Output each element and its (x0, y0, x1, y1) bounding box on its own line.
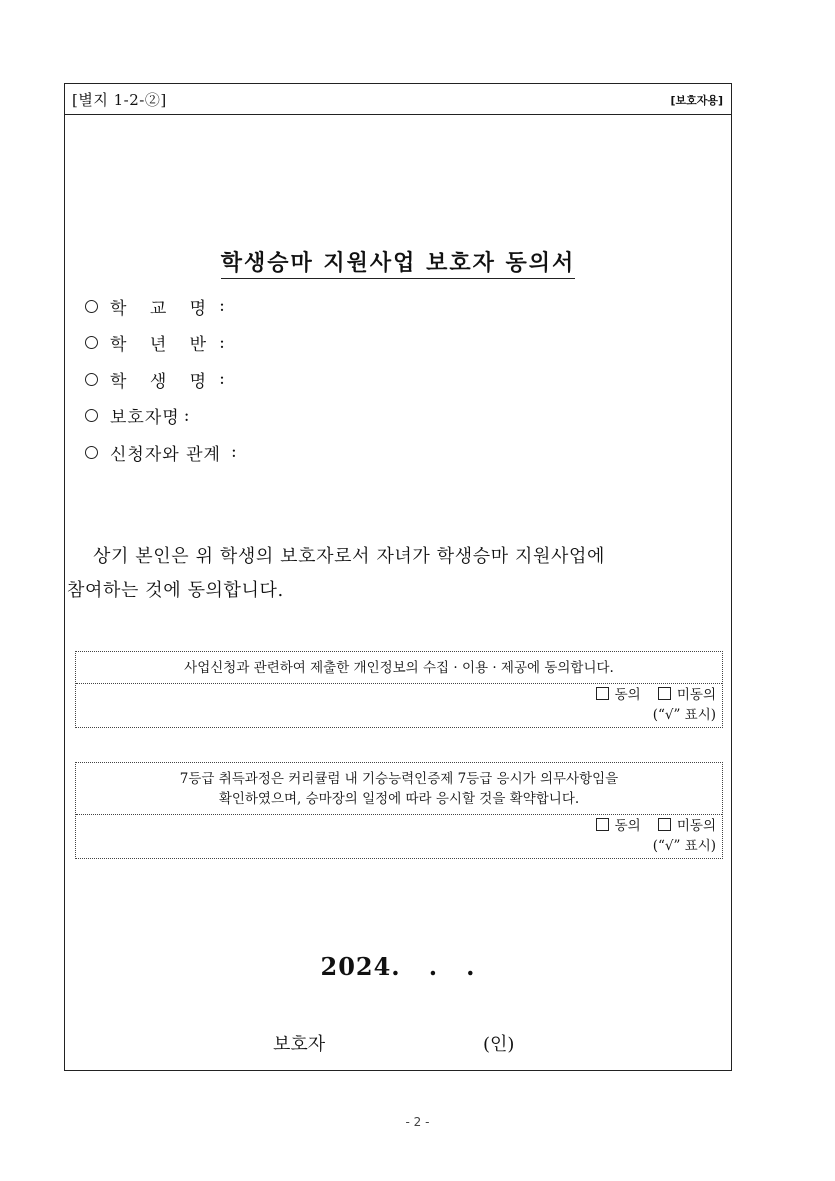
statement-line-1: 상기 본인은 위 학생의 보호자로서 자녀가 학생승마 지원사업에 (93, 546, 605, 567)
seal-placeholder[interactable]: (인) (483, 1034, 515, 1055)
guardian-signature-label: 보호자 (273, 1034, 326, 1055)
form-frame (64, 83, 732, 1071)
field-guardian-name[interactable] (85, 398, 237, 435)
circle-bullet-icon (85, 300, 98, 313)
circle-bullet-icon (85, 336, 98, 349)
annex-label: [별지 1-2-②] (72, 91, 167, 109)
agree-label: 동의 (614, 687, 641, 703)
exam-text-line-1: 7등급 취득과정은 커리큘럼 내 기승능력인증제 7등급 응시가 의무사항임을 (179, 771, 619, 787)
field-colon: : (219, 296, 225, 317)
agree-label: 동의 (614, 818, 641, 834)
signing-date: 2024. . . (320, 952, 476, 981)
privacy-consent-options (76, 684, 722, 727)
field-colon: : (219, 369, 225, 390)
field-colon: : (219, 332, 225, 353)
field-relationship[interactable] (85, 434, 237, 471)
exam-text-line-2: 확인하였으며, 승마장의 일정에 따라 응시할 것을 확약합니다. (218, 791, 580, 807)
exam-consent-text (76, 763, 722, 815)
info-fields (85, 288, 237, 471)
circle-bullet-icon (85, 409, 98, 422)
consent-statement (65, 540, 729, 608)
document-title (65, 246, 731, 277)
mark-hint: (“√” 표시) (652, 707, 716, 723)
form-header (65, 84, 731, 115)
agree-checkbox[interactable] (596, 687, 609, 700)
disagree-checkbox[interactable] (658, 687, 671, 700)
agree-checkbox[interactable] (596, 818, 609, 831)
circle-bullet-icon (85, 446, 98, 459)
field-label: 신청자와 관계 (110, 444, 221, 465)
field-label: 학 교 명 (110, 298, 216, 319)
mark-hint: (“√” 표시) (652, 838, 716, 854)
field-student-name[interactable] (85, 361, 237, 398)
guardian-tag: [보호자용] (670, 94, 723, 107)
exam-consent-options (76, 815, 722, 858)
field-colon: : (183, 405, 190, 426)
circle-bullet-icon (85, 373, 98, 386)
privacy-consent-box (75, 651, 723, 728)
privacy-consent-text: 사업신청과 관련하여 제출한 개인정보의 수집 · 이용 · 제공에 동의합니다. (76, 652, 722, 684)
field-label: 학 년 반 (110, 335, 216, 356)
page-number: - 2 - (405, 1115, 430, 1129)
exam-consent-box (75, 762, 723, 859)
field-colon: : (230, 442, 237, 463)
disagree-label: 미동의 (676, 687, 716, 703)
document-title-text: 학생승마 지원사업 보호자 동의서 (221, 250, 576, 279)
statement-line-2: 참여하는 것에 동의합니다. (67, 580, 284, 601)
disagree-label: 미동의 (676, 818, 716, 834)
field-label: 학 생 명 (110, 371, 216, 392)
field-label: 보호자명 (110, 408, 180, 429)
disagree-checkbox[interactable] (658, 818, 671, 831)
field-school-name[interactable] (85, 288, 237, 325)
field-grade-class[interactable] (85, 325, 237, 362)
